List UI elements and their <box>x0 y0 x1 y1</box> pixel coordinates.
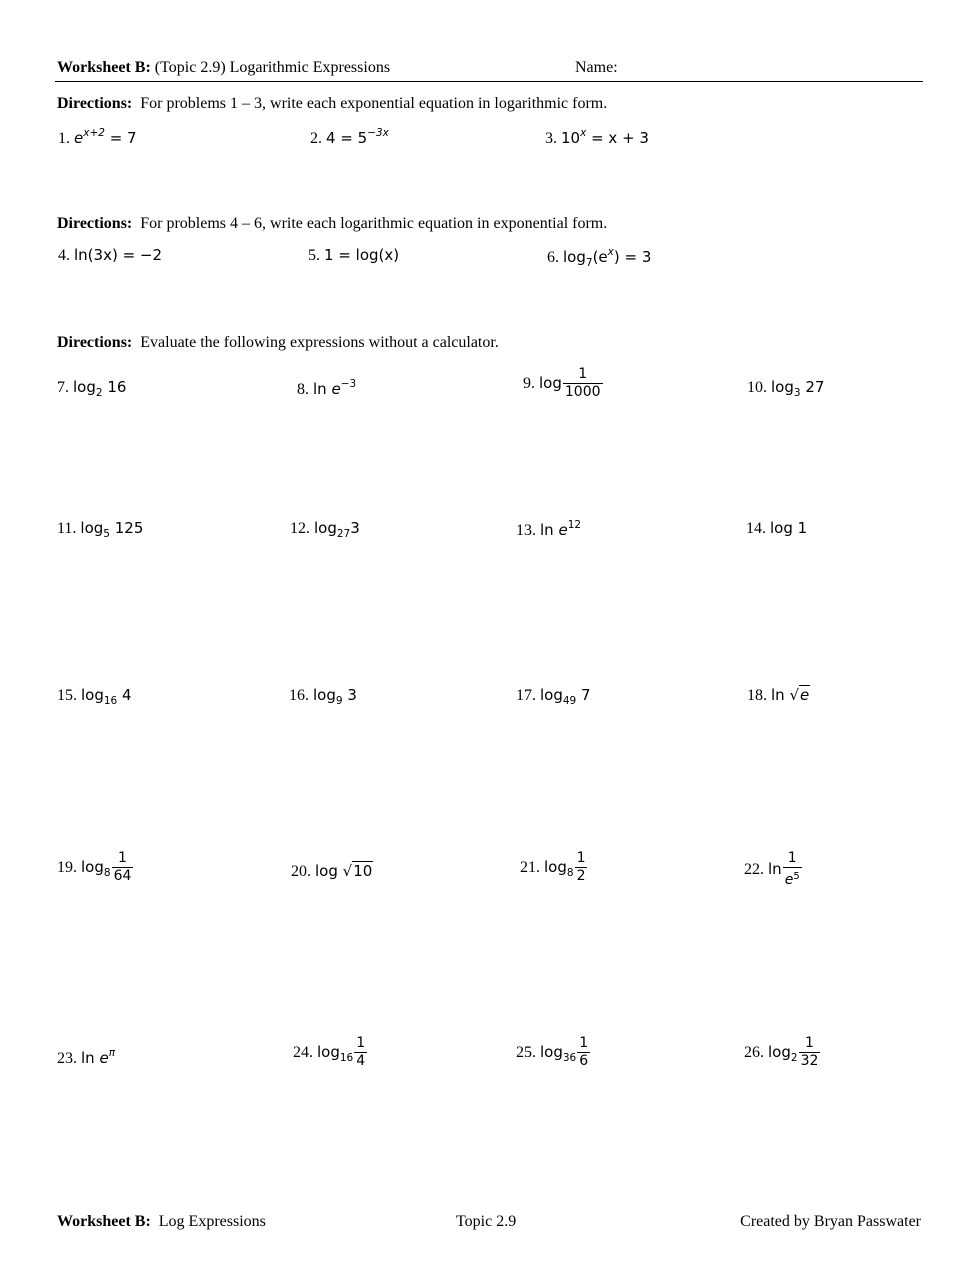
problem-4-expression: ln(3x) = −2 <box>74 246 163 264</box>
problem-12-fn: log <box>314 519 337 537</box>
footer-left-text: Log Expressions <box>158 1213 266 1230</box>
problem-15-base: 16 <box>103 695 118 707</box>
problem-10-base: 3 <box>793 387 801 399</box>
footer-center: Topic 2.9 <box>456 1213 517 1230</box>
problem-17-number: 17. <box>516 687 536 704</box>
problem-1-rhs: = 7 <box>109 129 137 147</box>
problem-21 <box>520 850 587 885</box>
problem-18-number: 18. <box>747 687 767 704</box>
problem-1-base: e <box>74 129 84 147</box>
problem-13-arg: e <box>558 521 568 539</box>
problem-22-fn: ln <box>768 860 782 878</box>
problem-2-exponent: −3x <box>367 127 389 139</box>
problem-9-numerator: 1 <box>578 366 588 382</box>
problem-8-arg-exponent: −3 <box>340 378 357 390</box>
problem-11-arg: 125 <box>114 519 144 537</box>
problem-14-number: 14. <box>746 520 766 537</box>
problem-16 <box>289 686 357 707</box>
problem-25-numerator: 1 <box>579 1035 589 1051</box>
problem-26-number: 26. <box>744 1044 764 1061</box>
problem-13 <box>516 519 581 540</box>
problem-6-number: 6. <box>547 249 559 266</box>
problem-7 <box>57 378 126 399</box>
problem-2 <box>310 127 389 148</box>
problem-9-denominator: 1000 <box>564 384 601 400</box>
problem-12-number: 12. <box>290 520 310 537</box>
directions-1 <box>57 95 607 113</box>
problem-21-denominator: 2 <box>576 868 586 884</box>
problem-4 <box>58 246 162 265</box>
footer-right: Created by Bryan Passwater <box>740 1213 921 1230</box>
problem-6-arg-exponent: x <box>607 246 614 258</box>
directions-3-text: Evaluate the following expressions without a calculator. <box>140 334 499 351</box>
problem-24-numerator: 1 <box>356 1035 366 1051</box>
problem-9-number: 9. <box>523 375 535 392</box>
problem-11 <box>57 519 143 540</box>
problem-8-fn: ln <box>313 380 327 398</box>
problem-6-rhs: ) = 3 <box>613 248 652 266</box>
problem-10-fn: log <box>771 378 794 396</box>
problem-22-numerator: 1 <box>787 850 797 866</box>
problem-23-fn: ln <box>81 1049 95 1067</box>
problem-7-fn: log <box>73 378 96 396</box>
problem-12 <box>290 519 360 540</box>
problem-15-number: 15. <box>57 687 77 704</box>
problem-8-arg: e <box>331 380 341 398</box>
problem-20-radical <box>343 862 374 880</box>
problem-10-arg: 27 <box>805 378 825 396</box>
problem-24-fraction <box>354 1035 367 1070</box>
problem-26-base: 2 <box>790 1052 798 1064</box>
problem-24-fn: log <box>317 1043 340 1061</box>
problem-25 <box>516 1035 590 1070</box>
problem-5-number: 5. <box>308 247 320 264</box>
directions-2-label: Directions: <box>57 215 133 232</box>
problem-20-fn: log <box>315 862 338 880</box>
directions-2-text: For problems 4 – 6, write each logarithmic equation in exponential form. <box>140 215 608 232</box>
problem-3-rhs: = x + 3 <box>591 129 649 147</box>
problem-14-fn: log <box>770 519 793 537</box>
problem-12-base: 27 <box>336 528 351 540</box>
problem-6-arg: (e <box>592 248 608 266</box>
problem-21-base: 8 <box>566 867 574 879</box>
problem-8-number: 8. <box>297 381 309 398</box>
directions-1-label: Directions: <box>57 95 133 112</box>
problem-3-base: 10 <box>561 129 581 147</box>
problem-19-denominator: 64 <box>113 868 132 884</box>
problem-21-numerator: 1 <box>576 850 586 866</box>
problem-11-base: 5 <box>103 528 110 540</box>
problem-22-denominator-exponent: 5 <box>793 871 800 882</box>
problem-18-radical <box>789 686 810 704</box>
problem-4-number: 4. <box>58 247 70 264</box>
problem-3-number: 3. <box>545 130 557 147</box>
problem-17-base: 49 <box>562 695 577 707</box>
problem-19-numerator: 1 <box>118 850 127 866</box>
problem-13-number: 13. <box>516 522 536 539</box>
problem-22-denominator-base: e <box>784 872 794 888</box>
problem-24-base: 16 <box>339 1052 354 1064</box>
problem-19-fn: log <box>81 858 104 876</box>
directions-3-label: Directions: <box>57 334 133 351</box>
problem-1-number: 1. <box>58 130 70 147</box>
problem-13-fn: ln <box>540 521 554 539</box>
problem-3-exponent: x <box>580 127 587 139</box>
problem-17-arg: 7 <box>581 686 591 704</box>
problem-3 <box>545 127 649 148</box>
problem-22 <box>744 850 802 889</box>
problem-26 <box>744 1035 820 1070</box>
problem-21-fraction <box>575 850 588 885</box>
problem-9-fraction <box>563 366 603 401</box>
problem-19 <box>57 850 133 885</box>
problem-19-fraction <box>112 850 134 885</box>
problem-16-arg: 3 <box>347 686 357 704</box>
problem-12-arg: 3 <box>350 519 360 537</box>
directions-1-text: For problems 1 – 3, write each exponential equation in logarithmic form. <box>140 95 608 112</box>
problem-8 <box>297 378 356 399</box>
problem-22-fraction <box>783 850 802 889</box>
problem-9 <box>523 366 603 401</box>
problem-24-number: 24. <box>293 1044 313 1061</box>
worksheet-title-bold: Worksheet B: <box>57 59 151 76</box>
problem-25-denominator: 6 <box>579 1053 589 1069</box>
problem-7-arg: 16 <box>107 378 127 396</box>
problem-10 <box>747 378 824 399</box>
problem-10-number: 10. <box>747 379 767 396</box>
problem-2-lhs: 4 = 5 <box>326 129 368 147</box>
problem-15 <box>57 686 132 707</box>
problem-2-number: 2. <box>310 130 322 147</box>
problem-15-arg: 4 <box>122 686 132 704</box>
problem-14-arg: 1 <box>797 519 808 537</box>
problem-6-base: 7 <box>585 257 593 269</box>
problem-15-fn: log <box>81 686 104 704</box>
problem-18-radicand: e <box>800 686 810 704</box>
problem-22-number: 22. <box>744 861 764 878</box>
footer-left-bold: Worksheet B: <box>57 1213 151 1230</box>
problem-26-fraction <box>799 1035 821 1070</box>
problem-24 <box>293 1035 367 1070</box>
problem-23-arg-exponent: π <box>108 1047 116 1059</box>
problem-25-fraction <box>577 1035 590 1070</box>
problem-26-fn: log <box>768 1043 791 1061</box>
problem-18-fn: ln <box>771 686 785 704</box>
problem-25-number: 25. <box>516 1044 536 1061</box>
problem-22-denominator <box>783 867 802 889</box>
directions-3 <box>57 334 499 352</box>
problem-20 <box>291 862 373 881</box>
problem-5 <box>308 246 399 265</box>
problem-11-number: 11. <box>57 520 77 537</box>
problem-16-number: 16. <box>289 687 309 704</box>
problem-17 <box>516 686 591 707</box>
problem-7-number: 7. <box>57 379 69 396</box>
problem-19-number: 19. <box>57 859 77 876</box>
problem-11-fn: log <box>80 519 104 537</box>
problem-20-radicand: 10 <box>353 862 373 880</box>
problem-19-base: 8 <box>103 867 111 879</box>
problem-21-number: 21. <box>520 859 540 876</box>
name-label: Name: <box>575 59 618 76</box>
problem-23-arg: e <box>99 1049 109 1067</box>
header-rule <box>55 81 923 82</box>
problem-1 <box>58 127 137 148</box>
problem-21-fn: log <box>544 858 567 876</box>
problem-1-exponent: x+2 <box>83 127 105 139</box>
problem-20-radical-sign: √ <box>342 862 353 880</box>
worksheet-title <box>57 59 390 77</box>
problem-25-base: 36 <box>562 1052 577 1064</box>
problem-18 <box>747 686 810 705</box>
problem-6-fn: log <box>563 248 586 266</box>
problem-17-fn: log <box>540 686 563 704</box>
problem-16-base: 9 <box>335 695 343 707</box>
problem-7-base: 2 <box>95 387 103 399</box>
problem-14 <box>746 519 807 538</box>
problem-16-fn: log <box>313 686 336 704</box>
problem-25-fn: log <box>540 1043 563 1061</box>
problem-20-number: 20. <box>291 863 311 880</box>
worksheet-title-text: (Topic 2.9) Logarithmic Expressions <box>154 59 391 76</box>
problem-24-denominator: 4 <box>356 1053 366 1069</box>
problem-26-numerator: 1 <box>805 1035 814 1051</box>
problem-6 <box>547 246 651 269</box>
footer-left <box>57 1213 266 1231</box>
problem-5-expression: 1 = log(x) <box>324 246 400 264</box>
problem-13-arg-exponent: 12 <box>567 519 582 531</box>
problem-18-radical-sign: √ <box>789 686 800 704</box>
problem-23 <box>57 1047 115 1068</box>
problem-9-fn: log <box>539 374 562 392</box>
problem-23-number: 23. <box>57 1050 77 1067</box>
directions-2 <box>57 215 607 233</box>
problem-26-denominator: 32 <box>800 1053 819 1069</box>
